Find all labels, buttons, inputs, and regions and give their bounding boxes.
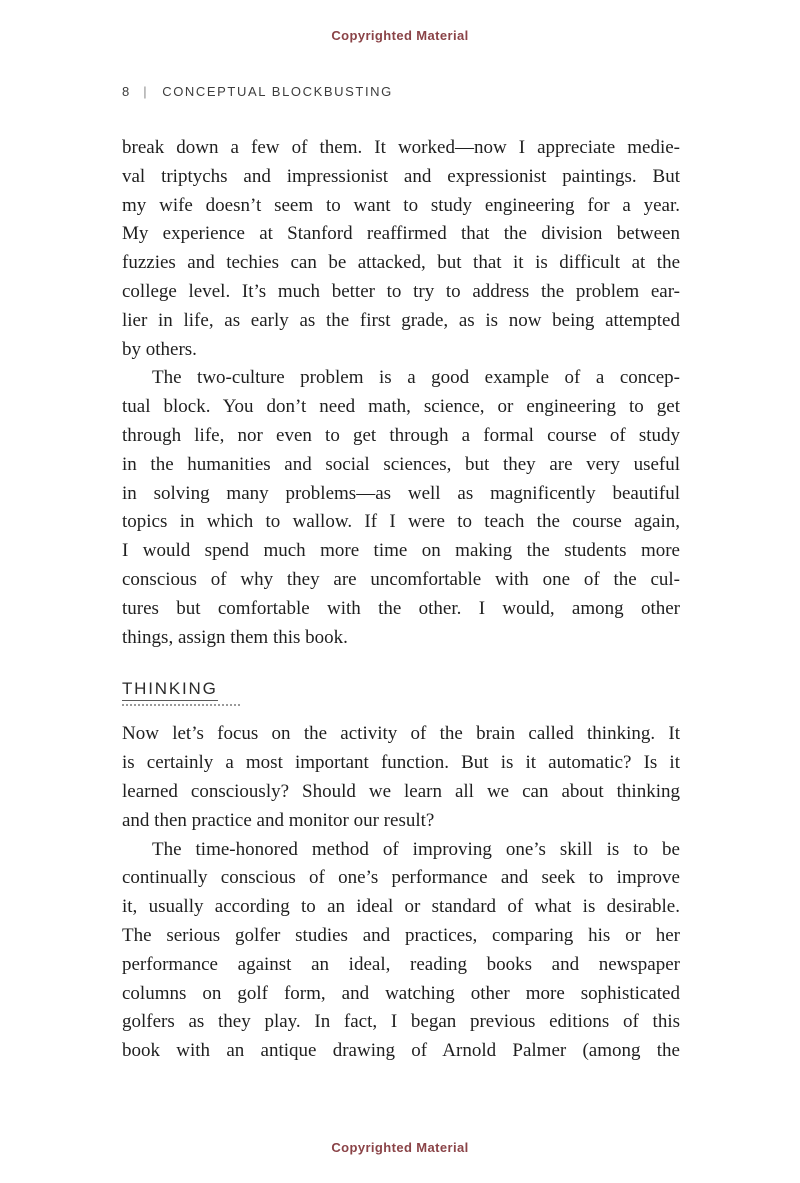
section-heading-label: THINKING [122, 679, 218, 701]
text-line: book with an antique drawing of Arnold Palmer (among the [122, 1040, 680, 1062]
copyright-bottom-label: Copyrighted Material [331, 1140, 469, 1155]
text-line: The two-culture problem is a good example of a concep- [152, 367, 680, 389]
text-line: college level. It’s much better to try to address the problem ear- [122, 280, 680, 302]
text-line: val triptychs and impressionist and expressionist paintings. But [122, 165, 680, 187]
text-line: in solving many problems—as well as magnificently beautiful [122, 482, 680, 504]
text-line: I would spend much more time on making the students more [122, 540, 680, 562]
text-line: golfers as they play. In fact, I began previous editions of this [122, 1011, 680, 1033]
text-line: performance against an ideal, reading books and newspaper [122, 953, 680, 975]
text-line: fuzzies and techies can be attacked, but that it is difficult at the [122, 252, 680, 274]
page-content [122, 134, 680, 1066]
page-header [122, 84, 393, 99]
text-line: by others. [122, 338, 197, 360]
text-line: The time-honored method of improving one’s skill is to be [152, 838, 680, 860]
text-line: Now let’s focus on the activity of the brain called thinking. It [122, 723, 680, 745]
text-line: break down a few of them. It worked—now I appreciate medie- [122, 137, 680, 158]
paragraph [122, 134, 680, 364]
running-title: CONCEPTUAL BLOCKBUSTING [162, 84, 393, 99]
text-line: topics in which to wallow. If I were to teach the course again, [122, 511, 680, 533]
text-line: columns on golf form, and watching other more sophisticated [122, 982, 680, 1004]
page-number: 8 [122, 84, 130, 99]
section-heading [122, 678, 240, 706]
text-line: My experience at Stanford reaffirmed that the division between [122, 223, 680, 245]
header-separator: | [143, 84, 149, 99]
text-line: in the humanities and social sciences, but they are very useful [122, 453, 680, 475]
text-line: continually conscious of one’s performance and seek to improve [122, 867, 680, 889]
text-line: is certainly a most important function. But is it automatic? Is it [122, 752, 680, 774]
text-line: learned consciously? Should we learn all we can about thinking [122, 780, 680, 802]
text-line: conscious of why they are uncomfortable with one of the cul- [122, 568, 680, 590]
text-line: it, usually according to an ideal or standard of what is desirable. [122, 896, 680, 918]
text-line: my wife doesn’t seem to want to study engineering for a year. [122, 194, 680, 216]
text-line: tures but comfortable with the other. I would, among other [122, 597, 680, 619]
paragraph [122, 836, 680, 1066]
text-line: things, assign them this book. [122, 626, 348, 648]
text-line: through life, nor even to get through a formal course of study [122, 424, 680, 446]
copyright-top-label: Copyrighted Material [331, 28, 469, 43]
text-line: The serious golfer studies and practices, comparing his or her [122, 924, 680, 946]
text-line: tual block. You don’t need math, science, or engineering to get [122, 396, 680, 418]
text-line: and then practice and monitor our result? [122, 809, 435, 831]
paragraph [122, 720, 680, 835]
paragraph [122, 364, 680, 652]
text-line: lier in life, as early as the first grade, as is now being attempted [122, 309, 680, 331]
